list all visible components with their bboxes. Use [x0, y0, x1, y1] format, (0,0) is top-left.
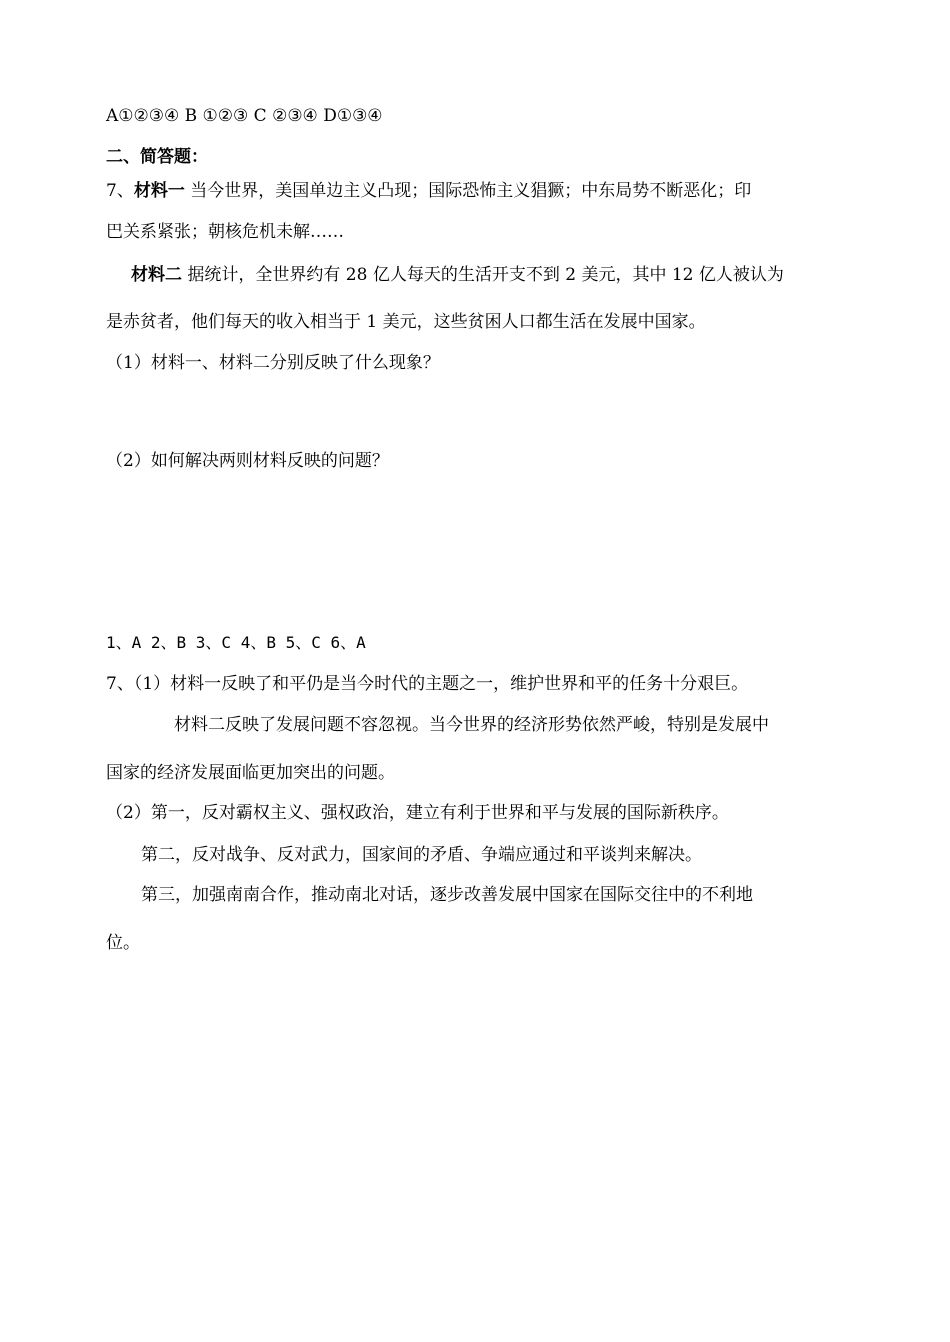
material1-label: 材料一	[133, 181, 185, 201]
section2-heading: 二、简答题：	[106, 147, 208, 167]
answer7-line1: 7、（1）材料一反映了和平仍是当今时代的主题之一，维护世界和平的任务十分艰巨。	[106, 674, 749, 694]
material2-text: 据统计，全世界约有 28 亿人每天的生活开支不到 2 美元，其中 12 亿人被认为	[182, 265, 784, 285]
question7-sub1: （1）材料一、材料二分别反映了什么现象？	[106, 353, 440, 373]
answer7-line2: 材料二反映了发展问题不容忽视。当今世界的经济形势依然严峻，特别是发展中	[174, 715, 769, 735]
question7-number: 7、	[106, 181, 134, 201]
material1-text: 当今世界，美国单边主义凸现；国际恐怖主义猖獗；中东局势不断恶化；印	[184, 181, 752, 201]
answer7-line5: 第二，反对战争、反对武力，国家间的矛盾、争端应通过和平谈判来解决。	[141, 845, 702, 865]
answer7-line3: 国家的经济发展面临更加突出的问题。	[106, 763, 395, 783]
material2-label: 材料二	[131, 265, 182, 285]
answer7-line7: 位。	[106, 933, 140, 953]
question7-sub2: （2）如何解决两则材料反映的问题？	[106, 451, 389, 471]
answer7-line6: 第三，加强南南合作，推动南北对话，逐步改善发展中国家在国际交往中的不利地	[141, 885, 753, 905]
answers-choices: 1、A 2、B 3、C 4、B 5、C 6、A	[106, 633, 366, 652]
question7-material2-line2: 是赤贫者，他们每天的收入相当于 1 美元，这些贫困人口都生活在发展中国家。	[106, 312, 706, 332]
question6-options: A①②③④ B ①②③ C ②③④ D①③④	[106, 106, 383, 126]
question7-material1-line1	[106, 180, 751, 202]
answer7-line4: （2）第一，反对霸权主义、强权政治，建立有利于世界和平与发展的国际新秩序。	[106, 803, 729, 823]
question7-material2-line1	[131, 264, 784, 286]
question7-material1-line2: 巴关系紧张；朝核危机未解……	[106, 222, 344, 242]
